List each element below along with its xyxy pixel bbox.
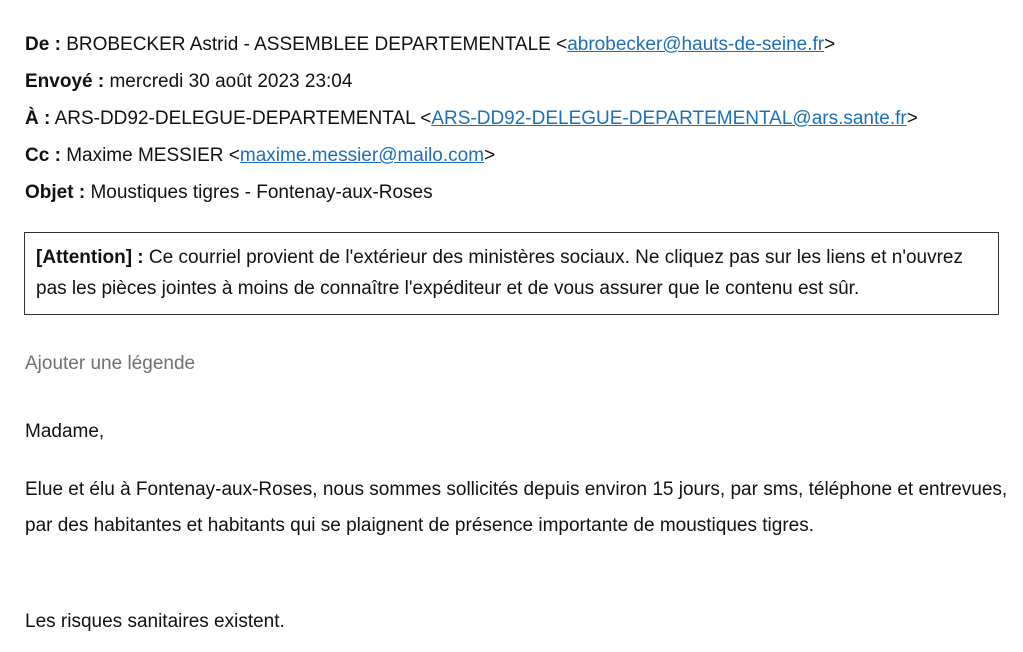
to-name: ARS-DD92-DELEGUE-DEPARTEMENTAL <box>54 108 415 129</box>
sent-value: mercredi 30 août 2023 23:04 <box>109 71 353 92</box>
external-warning-box <box>24 232 999 315</box>
body-paragraph-2: Les risques sanitaires existent. <box>25 611 285 632</box>
cc-close-bracket: > <box>484 145 496 166</box>
to-label: À : <box>25 108 51 129</box>
from-label: De : <box>25 34 61 55</box>
cc-line <box>25 141 1015 178</box>
image-caption[interactable]: Ajouter une légende <box>25 353 196 374</box>
email-header <box>25 30 1015 215</box>
body-paragraph-1: Elue et élu à Fontenay-aux-Roses, nous sommes sollicités depuis environ 15 jours, par sms, téléphone et entrevues, par des habitantes et habitants qui se plaignent de présence importante de moustiques tigres. <box>25 479 1008 536</box>
subject-label: Objet : <box>25 182 86 203</box>
subject-value: Moustiques tigres - Fontenay-aux-Roses <box>90 182 433 203</box>
subject-line <box>25 178 1015 215</box>
sent-label: Envoyé : <box>25 71 105 92</box>
cc-name: Maxime MESSIER <box>66 145 224 166</box>
cc-open-bracket: < <box>228 145 240 166</box>
from-close-bracket: > <box>824 34 836 55</box>
cc-label: Cc : <box>25 145 61 166</box>
warning-label: [Attention] : <box>36 247 144 268</box>
to-line <box>25 104 1015 141</box>
to-open-bracket: < <box>420 108 432 129</box>
greeting: Madame, <box>25 421 105 442</box>
to-email-link[interactable]: ARS-DD92-DELEGUE-DEPARTEMENTAL@ars.sante.fr <box>431 108 907 129</box>
from-line <box>25 30 1015 67</box>
cc-email-link[interactable]: maxime.messier@mailo.com <box>239 145 485 166</box>
sent-line <box>25 67 1015 104</box>
from-email-link[interactable]: abrobecker@hauts-de-seine.fr <box>567 34 825 55</box>
from-open-bracket: < <box>556 34 568 55</box>
to-close-bracket: > <box>906 108 918 129</box>
from-name: BROBECKER Astrid - ASSEMBLEE DEPARTEMENTALE <box>66 34 551 55</box>
warning-text: Ce courriel provient de l'extérieur des ministères sociaux. Ne cliquez pas sur les liens et n'ouvrez pas les pièces jointes à moins de connaître l'expéditeur et de vous assurer que le contenu est sûr. <box>36 247 963 299</box>
